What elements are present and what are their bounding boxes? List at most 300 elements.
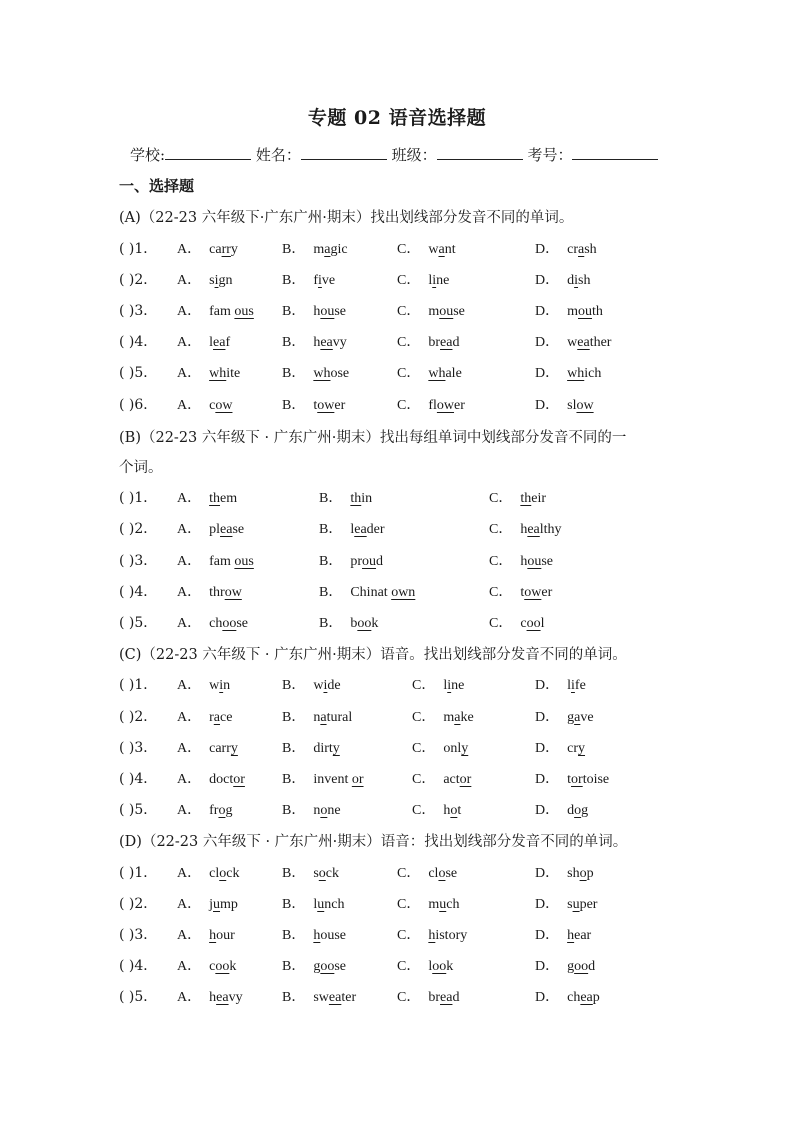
answer-option[interactable]	[397, 331, 459, 351]
option-letter: D．	[535, 273, 560, 288]
underlined-letters: a	[324, 242, 331, 257]
option-word: dirty	[313, 741, 340, 756]
option-word: healthy	[520, 522, 562, 537]
option-word: mouth	[567, 304, 603, 319]
option-letter: A．	[177, 398, 202, 413]
answer-option[interactable]	[535, 862, 594, 882]
question-number[interactable]: ( )5．	[119, 989, 158, 1005]
option-word: sign	[209, 273, 233, 288]
question-number[interactable]: ( )4．	[119, 334, 158, 350]
answer-option[interactable]	[412, 706, 474, 726]
underlined-letters: u	[439, 897, 447, 912]
option-letter: A．	[177, 273, 202, 288]
underlined-letters: ea	[354, 522, 367, 537]
answer-option[interactable]	[282, 768, 364, 788]
option-word: whale	[428, 366, 462, 381]
option-word: magic	[313, 242, 348, 257]
section-instruction: (B)（22-23 六年级下 · 广东广州·期末）找出每组单词中划线部分发音不同的一	[119, 430, 627, 446]
answer-option[interactable]	[412, 737, 468, 757]
option-word: win	[209, 678, 231, 693]
underlined-letters: ou	[362, 554, 377, 569]
option-word: wide	[313, 678, 341, 693]
question-number[interactable]: ( )5．	[119, 365, 158, 381]
answer-option[interactable]	[282, 799, 341, 819]
option-letter: A．	[177, 304, 202, 319]
answer-option[interactable]	[177, 269, 232, 289]
option-letter: C．	[412, 803, 436, 818]
underlined-letters: i	[323, 678, 328, 693]
option-letter: B．	[282, 398, 306, 413]
option-word: actor	[443, 772, 472, 787]
underlined-letters: u	[317, 897, 325, 912]
option-word: none	[313, 803, 341, 818]
option-word: history	[428, 928, 468, 943]
underlined-letters: o	[574, 803, 582, 818]
underlined-letters: ea	[320, 335, 333, 350]
underlined-letters: ea	[213, 335, 226, 350]
option-letter: B．	[282, 772, 306, 787]
answer-option[interactable]	[177, 581, 242, 601]
section-heading: 一、选择题	[119, 177, 195, 195]
option-letter: C．	[397, 990, 421, 1005]
section-instruction: (D)（22-23 六年级下 · 广东广州·期末）语音：找出划线部分发音不同的单词。	[119, 834, 628, 850]
option-word: fam ous	[209, 304, 254, 319]
answer-option[interactable]	[397, 394, 465, 414]
option-letter: C．	[397, 242, 421, 257]
option-word: cook	[209, 959, 237, 974]
underlined-letters: ou	[439, 304, 454, 319]
underlined-letters: wh	[428, 366, 446, 381]
underlined-letters: oo	[222, 616, 237, 631]
answer-option[interactable]	[489, 612, 544, 632]
underlined-letters: ea	[440, 335, 453, 350]
question-number[interactable]: ( )3．	[119, 553, 158, 569]
answer-option[interactable]	[535, 300, 603, 320]
answer-option[interactable]	[177, 487, 237, 507]
underlined-letters: u	[213, 897, 221, 912]
question-number[interactable]: ( )1．	[119, 677, 158, 693]
question-number[interactable]: ( )4．	[119, 771, 158, 787]
option-letter: D．	[535, 366, 560, 381]
answer-option[interactable]	[177, 394, 232, 414]
option-word: throw	[209, 585, 242, 600]
option-letter: C．	[397, 866, 421, 881]
option-letter: C．	[397, 928, 421, 943]
option-word: white	[209, 366, 241, 381]
option-letter: D．	[535, 803, 560, 818]
answer-option[interactable]	[177, 674, 230, 694]
underlined-letters: y	[332, 741, 340, 756]
option-letter: B．	[282, 990, 306, 1005]
answer-option[interactable]	[177, 612, 248, 632]
option-word: look	[428, 959, 454, 974]
underlined-letters: h	[567, 928, 575, 943]
answer-option[interactable]	[282, 862, 339, 882]
question-number[interactable]: ( )1．	[119, 241, 158, 257]
option-letter: B．	[319, 616, 343, 631]
answer-option[interactable]	[489, 550, 553, 570]
answer-option[interactable]	[177, 300, 254, 320]
option-word: want	[428, 242, 456, 257]
question-number[interactable]: ( )2．	[119, 896, 158, 912]
answer-option[interactable]	[397, 269, 449, 289]
option-word: heavy	[209, 990, 243, 1005]
question-number[interactable]: ( )3．	[119, 927, 158, 943]
underlined-letters: oo	[526, 616, 541, 631]
question-number[interactable]: ( )3．	[119, 303, 158, 319]
answer-option[interactable]	[282, 924, 346, 944]
option-word: dog	[567, 803, 589, 818]
answer-option[interactable]	[397, 862, 457, 882]
underlined-letters: ow	[215, 398, 233, 413]
option-word: house	[313, 928, 347, 943]
underlined-letters: i	[432, 273, 437, 288]
number-label: 考号：	[527, 146, 573, 164]
underlined-letters: i	[219, 678, 224, 693]
section-instruction: (A)（22-23 六年级下·广东广州·期末）找出划线部分发音不同的单词。	[119, 210, 574, 226]
answer-option[interactable]	[282, 331, 347, 351]
question-number[interactable]: ( )2．	[119, 521, 158, 537]
document-title: 专题 02 语音选择题	[307, 107, 487, 129]
option-letter: D．	[535, 866, 560, 881]
answer-option[interactable]	[535, 893, 597, 913]
option-letter: B．	[319, 522, 343, 537]
answer-option[interactable]	[319, 550, 383, 570]
option-word: invent or	[313, 772, 364, 787]
option-letter: A．	[177, 803, 202, 818]
answer-option[interactable]	[177, 331, 230, 351]
underlined-letters: ow	[317, 398, 335, 413]
answer-option[interactable]	[412, 674, 464, 694]
option-letter: D．	[535, 990, 560, 1005]
answer-option[interactable]	[282, 737, 340, 757]
option-letter: C．	[397, 897, 421, 912]
option-word: natural	[313, 710, 353, 725]
option-word: tower	[313, 398, 346, 413]
option-letter: D．	[535, 678, 560, 693]
underlined-letters: oo	[574, 959, 589, 974]
answer-option[interactable]	[535, 394, 594, 414]
option-word: life	[567, 678, 586, 693]
option-word: dish	[567, 273, 591, 288]
option-word: five	[313, 273, 336, 288]
underlined-letters: o	[318, 866, 326, 881]
name-blank[interactable]	[301, 146, 387, 160]
option-letter: A．	[177, 242, 202, 257]
option-letter: A．	[177, 491, 202, 506]
answer-option[interactable]	[177, 238, 238, 258]
option-word: hear	[567, 928, 592, 943]
option-word: hot	[443, 803, 462, 818]
option-letter: B．	[282, 335, 306, 350]
option-letter: C．	[397, 335, 421, 350]
underlined-letters: o	[320, 803, 328, 818]
underlined-letters: wh	[209, 366, 227, 381]
answer-option[interactable]	[282, 269, 335, 289]
option-word: house	[520, 554, 554, 569]
option-letter: A．	[177, 772, 202, 787]
answer-option[interactable]	[535, 768, 609, 788]
option-letter: A．	[177, 959, 202, 974]
option-word: cow	[209, 398, 233, 413]
option-letter: A．	[177, 897, 202, 912]
option-word: race	[209, 710, 233, 725]
option-word: heavy	[313, 335, 347, 350]
underlined-letters: a	[574, 710, 581, 725]
answer-option[interactable]	[535, 737, 585, 757]
question-number[interactable]: ( )1．	[119, 490, 158, 506]
option-word: mouse	[428, 304, 465, 319]
option-letter: C．	[412, 678, 436, 693]
answer-option[interactable]	[177, 518, 244, 538]
underlined-letters: o	[438, 866, 446, 881]
underlined-letters: u	[572, 897, 580, 912]
option-word: house	[313, 304, 347, 319]
option-letter: C．	[397, 398, 421, 413]
underlined-letters: ow	[576, 398, 594, 413]
answer-option[interactable]	[489, 518, 562, 538]
class-blank[interactable]	[437, 146, 523, 160]
underlined-letters: ow	[436, 398, 455, 413]
option-word: gave	[567, 710, 594, 725]
option-letter: B．	[282, 959, 306, 974]
option-letter: C．	[489, 522, 513, 537]
option-letter: A．	[177, 990, 202, 1005]
answer-option[interactable]	[412, 799, 461, 819]
option-letter: B．	[319, 491, 343, 506]
answer-option[interactable]	[535, 269, 590, 289]
option-word: lunch	[313, 897, 345, 912]
underlined-letters: h	[209, 928, 217, 943]
option-word: leaf	[209, 335, 231, 350]
question-number[interactable]: ( )4．	[119, 958, 158, 974]
answer-option[interactable]	[282, 986, 356, 1006]
option-letter: D．	[535, 398, 560, 413]
option-word: whose	[313, 366, 350, 381]
underlined-letters: oo	[215, 959, 230, 974]
answer-option[interactable]	[397, 986, 459, 1006]
option-word: good	[567, 959, 596, 974]
option-word: book	[350, 616, 379, 631]
answer-option[interactable]	[282, 955, 346, 975]
underlined-letters: y	[461, 741, 469, 756]
question-number[interactable]: ( )5．	[119, 802, 158, 818]
underlined-letters: o	[219, 866, 227, 881]
answer-option[interactable]	[177, 768, 245, 788]
option-letter: C．	[489, 491, 513, 506]
option-word: only	[443, 741, 469, 756]
option-word: choose	[209, 616, 249, 631]
option-letter: B．	[282, 803, 306, 818]
answer-option[interactable]	[177, 924, 235, 944]
answer-option[interactable]	[489, 581, 552, 601]
answer-option[interactable]	[535, 986, 600, 1006]
underlined-letters: ou	[578, 304, 593, 319]
option-word: slow	[567, 398, 594, 413]
answer-option[interactable]	[177, 893, 238, 913]
underlined-letters: own	[391, 585, 416, 600]
underlined-letters: ea	[216, 990, 229, 1005]
answer-option[interactable]	[319, 581, 415, 601]
question-number[interactable]: ( )6．	[119, 397, 158, 413]
underlined-letters: ea	[440, 990, 453, 1005]
question-number[interactable]: ( )4．	[119, 584, 158, 600]
underlined-letters: o	[450, 803, 458, 818]
underlined-letters: th	[520, 491, 532, 506]
underlined-letters: i	[214, 273, 219, 288]
answer-option[interactable]	[177, 706, 232, 726]
option-letter: C．	[412, 741, 436, 756]
question-number[interactable]: ( )1．	[119, 865, 158, 881]
option-word: frog	[209, 803, 233, 818]
question-number[interactable]: ( )2．	[119, 709, 158, 725]
answer-option[interactable]	[177, 799, 232, 819]
answer-option[interactable]	[177, 737, 238, 757]
question-number[interactable]: ( )5．	[119, 615, 158, 631]
answer-option[interactable]	[535, 955, 595, 975]
option-letter: B．	[282, 928, 306, 943]
option-word: weather	[567, 335, 612, 350]
option-letter: B．	[282, 678, 306, 693]
option-word: much	[428, 897, 460, 912]
option-letter: C．	[489, 554, 513, 569]
underlined-letters: h	[313, 928, 321, 943]
answer-option[interactable]	[535, 238, 597, 258]
option-letter: D．	[535, 242, 560, 257]
answer-option[interactable]	[282, 300, 346, 320]
number-blank[interactable]	[572, 146, 658, 160]
class-label: 班级：	[391, 146, 437, 164]
answer-option[interactable]	[282, 893, 344, 913]
underlined-letters: ea	[580, 990, 593, 1005]
option-letter: C．	[489, 585, 513, 600]
underlined-letters: or	[459, 772, 472, 787]
school-label: 学校:	[130, 146, 166, 164]
answer-option[interactable]	[282, 238, 348, 258]
option-letter: A．	[177, 616, 202, 631]
name-label: 姓名：	[255, 146, 301, 164]
option-letter: A．	[177, 710, 202, 725]
answer-option[interactable]	[397, 924, 467, 944]
answer-option[interactable]	[535, 924, 591, 944]
option-word: bread	[428, 335, 460, 350]
option-word: tower	[520, 585, 553, 600]
underlined-letters: h	[428, 928, 436, 943]
option-word: which	[567, 366, 602, 381]
school-blank[interactable]	[165, 146, 251, 160]
answer-option[interactable]	[412, 768, 471, 788]
answer-option[interactable]	[535, 362, 601, 382]
underlined-letters: oo	[357, 616, 372, 631]
option-word: tortoise	[567, 772, 610, 787]
option-letter: D．	[535, 335, 560, 350]
option-letter: A．	[177, 522, 202, 537]
option-word: their	[520, 491, 546, 506]
question-number[interactable]: ( )3．	[119, 740, 158, 756]
option-word: crash	[567, 242, 597, 257]
option-word: them	[209, 491, 238, 506]
option-letter: C．	[397, 304, 421, 319]
answer-option[interactable]	[177, 955, 236, 975]
option-letter: A．	[177, 678, 202, 693]
option-word: hour	[209, 928, 235, 943]
answer-option[interactable]	[319, 518, 385, 538]
underlined-letters: o	[579, 866, 587, 881]
answer-option[interactable]	[319, 612, 378, 632]
answer-option[interactable]	[535, 706, 594, 726]
option-word: cheap	[567, 990, 600, 1005]
answer-option[interactable]	[535, 799, 588, 819]
option-letter: D．	[535, 710, 560, 725]
option-letter: D．	[535, 741, 560, 756]
option-letter: B．	[282, 710, 306, 725]
underlined-letters: or	[233, 772, 245, 787]
option-word: carry	[209, 242, 238, 257]
underlined-letters: ea	[577, 335, 590, 350]
underlined-letters: a	[320, 710, 327, 725]
answer-option[interactable]	[397, 955, 453, 975]
answer-option[interactable]	[282, 674, 341, 694]
answer-option[interactable]	[397, 300, 465, 320]
option-letter: B．	[282, 897, 306, 912]
answer-option[interactable]	[535, 674, 586, 694]
underlined-letters: ea	[328, 990, 342, 1005]
option-word: please	[209, 522, 245, 537]
underlined-letters: i	[447, 678, 452, 693]
underlined-letters: th	[209, 491, 221, 506]
option-letter: A．	[177, 366, 202, 381]
option-word: carry	[209, 741, 238, 756]
option-letter: C．	[489, 616, 513, 631]
underlined-letters: ou	[320, 304, 335, 319]
underlined-letters: ous	[234, 304, 254, 319]
option-word: cool	[520, 616, 545, 631]
option-letter: A．	[177, 585, 202, 600]
question-number[interactable]: ( )2．	[119, 272, 158, 288]
answer-option[interactable]	[282, 706, 352, 726]
answer-option[interactable]	[177, 862, 239, 882]
answer-option[interactable]	[177, 986, 243, 1006]
answer-option[interactable]	[535, 331, 611, 351]
option-letter: B．	[282, 866, 306, 881]
answer-option[interactable]	[397, 893, 459, 913]
answer-option[interactable]	[489, 487, 546, 507]
option-letter: A．	[177, 866, 202, 881]
option-letter: B．	[282, 366, 306, 381]
answer-option[interactable]	[319, 487, 372, 507]
answer-option[interactable]	[397, 238, 456, 258]
underlined-letters: o	[218, 803, 226, 818]
answer-option[interactable]	[397, 362, 462, 382]
option-letter: B．	[282, 741, 306, 756]
option-letter: D．	[535, 959, 560, 974]
answer-option[interactable]	[282, 394, 345, 414]
underlined-letters: i	[318, 273, 322, 288]
student-info-line	[130, 144, 658, 165]
answer-option[interactable]	[177, 550, 254, 570]
option-word: proud	[350, 554, 384, 569]
underlined-letters: i	[571, 678, 575, 693]
underlined-letters: ow	[224, 585, 242, 600]
answer-option[interactable]	[282, 362, 349, 382]
answer-option[interactable]	[177, 362, 240, 382]
option-letter: C．	[412, 772, 436, 787]
underlined-letters: th	[350, 491, 362, 506]
option-letter: A．	[177, 741, 202, 756]
underlined-letters: ous	[234, 554, 254, 569]
option-letter: B．	[282, 242, 306, 257]
option-word: sock	[313, 866, 340, 881]
